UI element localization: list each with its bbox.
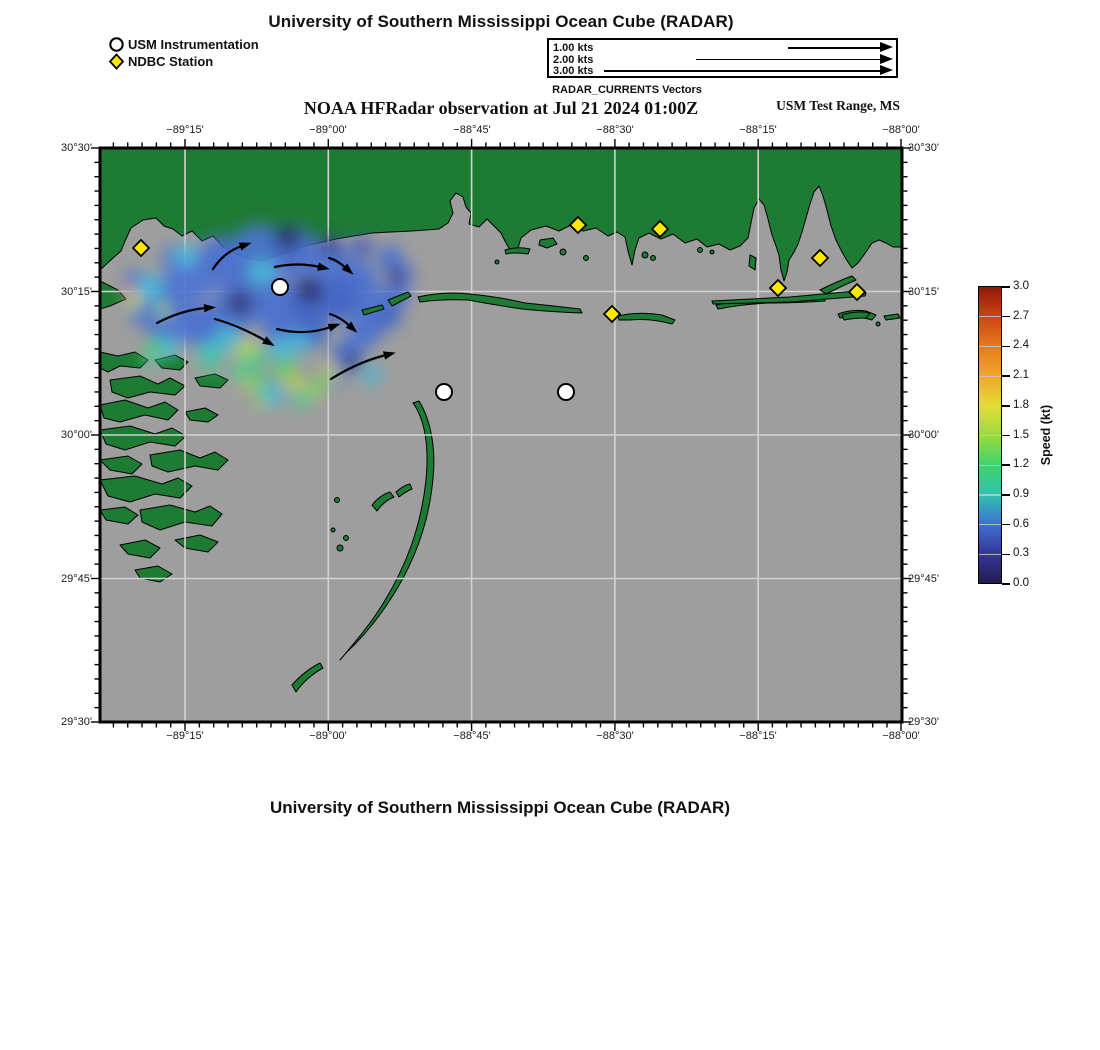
colorbar-tick [1002,375,1010,377]
speed-patch [247,339,257,349]
colorbar-tick-label: 3.0 [1013,280,1029,292]
colorbar-tick [1002,554,1010,556]
vector-arrowhead-icon [880,65,893,75]
colorbar-tick-label: 1.8 [1013,398,1029,411]
colorbar-tick-label: 2.7 [1013,309,1029,322]
x-axis-label-bottom: −88°30' [596,730,634,742]
vector-arrowhead-icon [880,42,893,52]
y-axis-label-left: 29°30' [61,716,92,728]
y-axis-label-left: 30°15' [61,285,92,298]
speed-patch [276,226,300,250]
legend-ndbc-label: NDBC Station [128,54,214,69]
speed-patch [231,363,249,381]
colorbar-tick [1002,316,1010,318]
colorbar-tick [1002,405,1010,407]
speed-patch [142,350,158,366]
x-axis-label-top: −89°00' [309,124,347,136]
page-title: University of Southern Mississippi Ocean Cube (RADAR) [268,12,734,31]
colorbar-inner-line [979,346,1001,347]
x-axis-label-bottom: −88°45' [453,730,491,742]
colorbar-tick [1002,435,1010,437]
usm-instrument-marker [558,384,574,400]
speed-patch [228,291,252,315]
colorbar-tick [1002,583,1010,585]
speed-patch [387,268,405,286]
vector-scale-label: 2.00 kts [553,53,594,66]
legend-row-usm [108,36,259,53]
vector-arrowhead-icon [880,54,893,64]
speed-patch [242,379,254,391]
observation-subtitle: NOAA HFRadar observation at Jul 21 2024 01:00Z [303,98,699,118]
colorbar-tick-label: 0.3 [1013,547,1029,560]
colorbar-inner-line [979,316,1001,317]
colorbar-tick-label: 0.0 [1013,577,1029,589]
colorbar-tick [1002,286,1010,288]
colorbar-tick-label: 2.4 [1013,339,1029,352]
colorbar-inner-line [979,435,1001,436]
speed-patch [256,396,268,408]
speed-patch [175,245,197,267]
colorbar-inner-line [979,524,1001,525]
colorbar-tick-label: 0.9 [1013,487,1029,500]
vector-scale-row [549,54,896,66]
colorbar-inner-line [979,494,1001,495]
y-axis-label-right: 30°00' [908,429,939,441]
usm-instrument-marker [272,279,288,295]
speed-patch [290,332,310,352]
speed-patch [321,237,339,255]
x-axis-label-top: −89°15' [166,124,204,136]
colorbar-tick-label: 2.1 [1013,369,1029,382]
y-axis-label-right: 29°30' [908,716,939,728]
colorbar-tick-label: 0.6 [1013,517,1029,530]
colorbar-tick [1002,524,1010,526]
vector-scale-line [788,47,880,49]
legend-row-ndbc [108,53,259,70]
usm-instrument-marker [436,384,452,400]
speed-patch [297,277,323,303]
speed-patch [249,259,275,285]
colorbar-tick [1002,464,1010,466]
vector-scale-line [696,59,880,61]
speed-patch [296,382,304,390]
speed-patch [148,338,162,352]
speed-patch [124,286,134,296]
y-axis-label-right: 30°15' [908,285,939,298]
speed-patch [309,386,321,398]
x-axis-label-top: −88°00' [882,124,920,136]
speed-patch [293,389,311,407]
x-axis-label-top: −88°45' [453,124,491,136]
colorbar-title: Speed (kt) [1039,404,1053,466]
speed-patch [271,337,293,359]
x-axis-label-bottom: −88°15' [739,730,777,742]
colorbar-tick [1002,494,1010,496]
speed-patch [363,366,381,384]
x-axis-label-top: −88°30' [596,124,634,136]
y-axis-label-left: 29°45' [61,572,92,585]
colorbar-inner-line [979,405,1001,406]
vector-scale-label: 1.00 kts [553,42,594,54]
colorbar-inner-line [979,465,1001,466]
y-axis-label-left: 30°00' [61,429,92,441]
speed-patch [327,366,337,376]
vector-scale-caption: RADAR_CURRENTS Vectors [552,84,702,96]
speed-patch [352,237,372,257]
station-legend [108,36,259,70]
y-axis-label-left: 30°30' [61,142,92,154]
vector-scale-row [549,42,896,54]
speed-patch [252,374,268,390]
y-axis-label-right: 30°30' [908,142,939,154]
x-axis-label-bottom: −88°00' [882,730,920,742]
speed-patch [202,357,218,373]
speed-patch [156,303,170,317]
legend-usm-label: USM Instrumentation [128,37,259,52]
vector-scale-line [604,70,880,72]
colorbar-inner-line [979,376,1001,377]
x-axis-label-bottom: −89°00' [309,730,347,742]
x-axis-label-bottom: −89°15' [166,730,204,742]
usm-circle-icon [108,36,125,53]
y-axis-label-right: 29°45' [908,572,939,585]
ndbc-diamond-icon [108,53,125,70]
colorbar-tick [1002,346,1010,348]
colorbar-tick-label: 1.2 [1013,458,1029,471]
vector-scale-row [549,65,896,77]
colorbar-inner-line [979,554,1001,555]
test-range-label: USM Test Range, MS [776,98,900,113]
x-axis-label-top: −88°15' [739,124,777,136]
vector-scale-box [547,38,898,78]
colorbar-tick-label: 1.5 [1013,428,1029,441]
footer-title: University of Southern Mississippi Ocean Cube (RADAR) [269,798,730,817]
vector-scale-label: 3.00 kts [553,65,594,77]
